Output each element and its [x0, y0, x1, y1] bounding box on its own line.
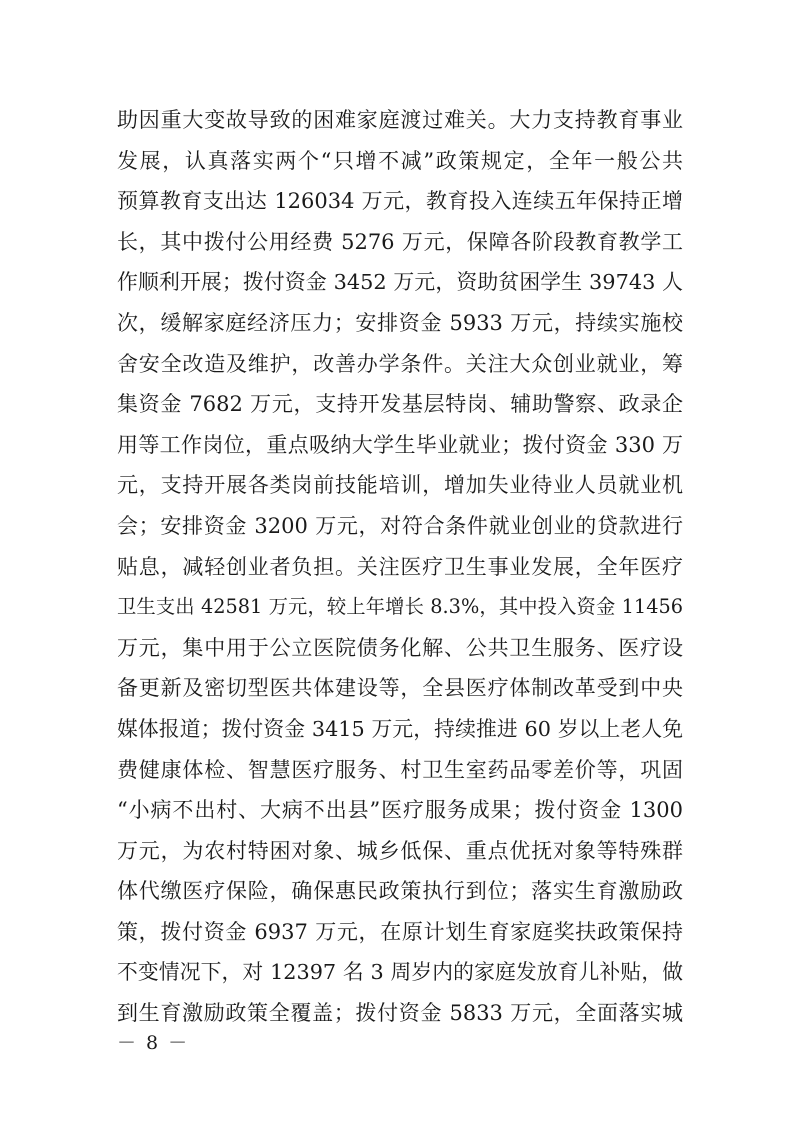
- text-line: 舍安全改造及维护，改善办学条件。关注大众创业就业，筹: [117, 351, 683, 376]
- text-line: 发展，认真落实两个“只增不减”政策规定，全年一般公共: [117, 148, 683, 173]
- page-number: － 8 －: [117, 1032, 190, 1054]
- text-line: 次，缓解家庭经济压力；安排资金 5933 万元，持续实施校: [117, 310, 683, 335]
- body-text: [117, 100, 683, 1034]
- text-line: “小病不出村、大病不出县”医疗服务成果；拨付资金 1300: [117, 798, 683, 823]
- text-line: 不变情况下，对 12397 名 3 周岁内的家庭发放育儿补贴，做: [117, 960, 683, 985]
- text-line: 预算教育支出达 126034 万元，教育投入连续五年保持正增: [117, 189, 683, 214]
- text-line: 用等工作岗位，重点吸纳大学生毕业就业；拨付资金 330 万: [117, 432, 683, 457]
- text-line: 到生育激励政策全覆盖；拨付资金 5833 万元，全面落实城: [117, 1001, 683, 1026]
- text-line: 体代缴医疗保险，确保惠民政策执行到位；落实生育激励政: [117, 879, 683, 904]
- text-line: 万元，为农村特困对象、城乡低保、重点优抚对象等特殊群: [117, 838, 683, 863]
- text-line: 集资金 7682 万元，支持开发基层特岗、辅助警察、政录企: [117, 392, 683, 417]
- text-line: 会；安排资金 3200 万元，对符合条件就业创业的贷款进行: [117, 513, 683, 538]
- text-line: 元，支持开展各类岗前技能培训，增加失业待业人员就业机: [117, 473, 683, 498]
- text-line: 卫生支出 42581 万元，较上年增长 8.3%，其中投入资金 11456: [117, 595, 683, 619]
- text-line: 策，拨付资金 6937 万元，在原计划生育家庭奖扶政策保持: [117, 919, 683, 944]
- text-line: 万元，集中用于公立医院债务化解、公共卫生服务、医疗设: [117, 635, 683, 660]
- text-line: 作顺利开展；拨付资金 3452 万元，资助贫困学生 39743 人: [117, 270, 683, 295]
- text-line: 备更新及密切型医共体建设等，全县医疗体制改革受到中央: [117, 676, 683, 701]
- text-line: 费健康体检、智慧医疗服务、村卫生室药品零差价等，巩固: [117, 757, 683, 782]
- text-line: 媒体报道；拨付资金 3415 万元，持续推进 60 岁以上老人免: [117, 716, 683, 741]
- text-line: 贴息，减轻创业者负担。关注医疗卫生事业发展，全年医疗: [117, 554, 683, 579]
- text-line: 长，其中拨付公用经费 5276 万元，保障各阶段教育教学工: [117, 229, 683, 254]
- text-line: 助因重大变故导致的困难家庭渡过难关。大力支持教育事业: [117, 108, 683, 132]
